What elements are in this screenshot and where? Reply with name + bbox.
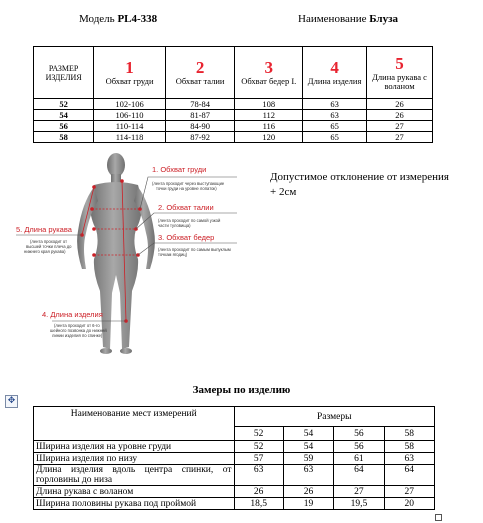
- size-column-header: 58: [384, 427, 434, 441]
- name-label: Наименование: [298, 13, 367, 25]
- table-row: [34, 121, 433, 132]
- value-cell: 81-87: [165, 110, 235, 121]
- name-value: Блуза: [369, 13, 399, 25]
- figure-label-note: точкам ягодиц): [158, 252, 188, 257]
- value-cell: 27: [334, 486, 384, 498]
- name-line: [298, 13, 398, 25]
- table-move-handle-icon[interactable]: ✥: [5, 395, 18, 408]
- value-cell: 110-114: [94, 121, 166, 132]
- table-row: [34, 110, 433, 121]
- figure-label-note: (лента проходит от 6-го: [54, 323, 100, 328]
- tolerance-line2: + 2см: [270, 186, 297, 198]
- size-cell: 54: [34, 110, 94, 121]
- model-label: Модель: [79, 13, 115, 25]
- table-row: [34, 465, 435, 486]
- size-cell: 58: [34, 132, 94, 143]
- value-cell: 112: [235, 110, 303, 121]
- figure-label-note: линии изделия по спинке): [52, 333, 103, 338]
- value-cell: 18,5: [234, 498, 283, 510]
- value-cell: 63: [303, 99, 367, 110]
- column-label: Длина рукава с воланом: [372, 71, 427, 91]
- value-cell: 64: [384, 465, 434, 486]
- value-cell: 65: [303, 132, 367, 143]
- column-number: 1: [125, 58, 134, 77]
- value-cell: 106-110: [94, 110, 166, 121]
- value-cell: 27: [384, 486, 434, 498]
- column-number: 2: [195, 58, 205, 77]
- table-row: [34, 441, 435, 453]
- value-cell: 63: [384, 453, 434, 465]
- value-cell: 26: [234, 486, 283, 498]
- value-cell: 84-90: [165, 121, 235, 132]
- size-column-header: 56: [334, 427, 384, 441]
- size-cell: 56: [34, 121, 94, 132]
- column-header: [94, 47, 166, 99]
- value-cell: 63: [283, 465, 333, 486]
- table-row: [34, 132, 433, 143]
- value-cell: 61: [334, 453, 384, 465]
- value-cell: 102-106: [94, 99, 166, 110]
- sizes-header-cell: Размеры: [234, 407, 435, 427]
- param-name: Длина рукава с воланом: [34, 486, 235, 498]
- param-name: Ширина половины рукава под проймой: [34, 498, 235, 510]
- figure-label-title: 5. Длина рукава: [16, 225, 72, 234]
- table-resize-handle-icon[interactable]: [435, 514, 442, 521]
- figure-label-note: (лента проходит через выступающие: [152, 181, 225, 186]
- measurements-title: Замеры по изделию: [192, 384, 291, 396]
- model-line: [79, 13, 157, 25]
- value-cell: 27: [367, 121, 433, 132]
- value-cell: 63: [303, 110, 367, 121]
- value-cell: 120: [235, 132, 303, 143]
- size-column-header: 54: [283, 427, 333, 441]
- figure-label-title: 2. Обхват талии: [158, 203, 214, 212]
- column-header: [165, 47, 235, 99]
- size-cell: 52: [34, 99, 94, 110]
- column-label: Обхват талии: [175, 76, 225, 86]
- table-row: [34, 453, 435, 465]
- value-cell: 19,5: [334, 498, 384, 510]
- column-header: [367, 47, 433, 99]
- param-name: Ширина изделия по низу: [34, 453, 235, 465]
- measurements-header-row: [34, 407, 435, 427]
- value-cell: 116: [235, 121, 303, 132]
- measurement-figure: [12, 151, 264, 361]
- value-cell: 56: [334, 441, 384, 453]
- value-cell: 64: [334, 465, 384, 486]
- model-value: PL4-338: [117, 13, 158, 25]
- table-row: [34, 498, 435, 510]
- column-label: Обхват груди: [105, 76, 154, 86]
- param-name: Ширина изделия на уровне груди: [34, 441, 235, 453]
- value-cell: 52: [234, 441, 283, 453]
- figure-label-note: шейного позвонка до нижней: [50, 328, 107, 333]
- value-cell: 26: [367, 110, 433, 121]
- value-cell: 59: [283, 453, 333, 465]
- figure-label-note: высшей точки плеча до: [26, 244, 72, 249]
- value-cell: 65: [303, 121, 367, 132]
- value-cell: 78-84: [165, 99, 235, 110]
- value-cell: 26: [283, 486, 333, 498]
- column-number: 5: [395, 53, 404, 73]
- value-cell: 26: [367, 99, 433, 110]
- tolerance-line1: Допустимое отклонение от измерения: [270, 171, 449, 183]
- figure-label-note: части туловища): [158, 223, 191, 228]
- column-number: 4: [330, 58, 339, 77]
- figure-label-note: точки груди на уровне лопаток): [156, 186, 217, 191]
- value-cell: 57: [234, 453, 283, 465]
- figure-label-note: нижнего края рукава): [24, 249, 66, 254]
- figure-label-note: (лента проходит по самой узкой: [158, 218, 221, 223]
- size-column-header: 52: [234, 427, 283, 441]
- size-table: [33, 46, 433, 143]
- value-cell: 58: [384, 441, 434, 453]
- column-number: 3: [264, 58, 274, 77]
- size-header-cell: РАЗМЕР ИЗДЕЛИЯ: [34, 47, 94, 99]
- column-label: Обхват бедер I.: [241, 76, 297, 86]
- figure-label-note: (лента проходит по самым выпуклым: [158, 247, 231, 252]
- param-name: Длина изделия вдоль центра спинки, от горловины до низа: [34, 465, 235, 486]
- value-cell: 27: [367, 132, 433, 143]
- value-cell: 63: [234, 465, 283, 486]
- figure-label-title: 4. Длина изделия: [42, 310, 103, 319]
- value-cell: 108: [235, 99, 303, 110]
- value-cell: 54: [283, 441, 333, 453]
- figure-label-note: (лента проходит от: [30, 239, 68, 244]
- value-cell: 114-118: [94, 132, 166, 143]
- column-header: [303, 47, 367, 99]
- column-header: [235, 47, 303, 99]
- value-cell: 87-92: [165, 132, 235, 143]
- value-cell: 19: [283, 498, 333, 510]
- measurements-table: [33, 406, 435, 510]
- table-row: [34, 486, 435, 498]
- column-label: Длина изделия: [307, 76, 362, 86]
- figure-label-title: 1. Обхват груди: [152, 165, 207, 174]
- value-cell: 20: [384, 498, 434, 510]
- table-row: [34, 99, 433, 110]
- size-table-header-row: [34, 47, 433, 99]
- figure-label-title: 3. Обхват бедер: [158, 233, 215, 242]
- param-header-cell: Наименование мест измерений: [34, 407, 235, 441]
